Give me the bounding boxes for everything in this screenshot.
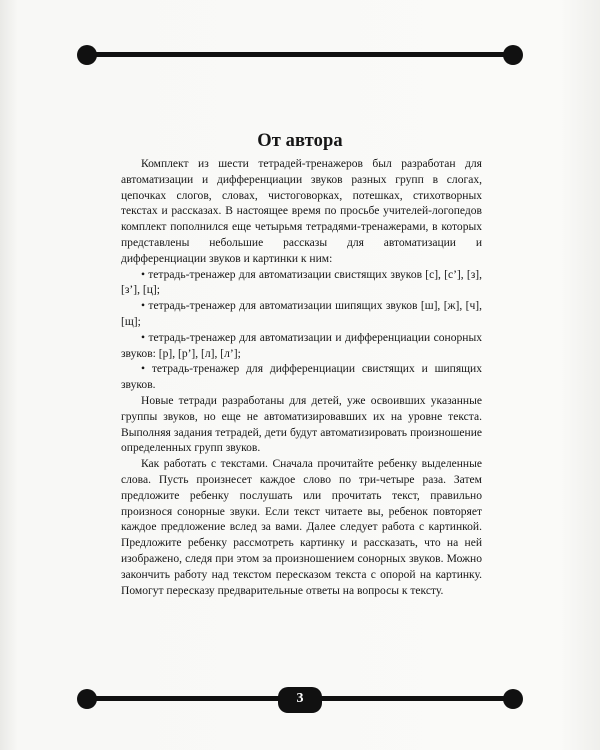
bottom-right-ornament-dot — [503, 689, 523, 709]
top-left-ornament-dot — [77, 45, 97, 65]
top-right-ornament-dot — [503, 45, 523, 65]
page-number: 3 — [296, 691, 304, 706]
list-item-differentiation: • тетрадь-тренажер для дифференциации свистящих и шипящих звуков. — [121, 363, 482, 392]
how-to-work-paragraph: Как работать с текстами. Сначала прочитайте ребенку выделенные слова. Пусть произнесет каждое слово по три-четыре раза. Затем предложите ребенку послушать или прочитать текст, правильно произнося сонорные звуки. Если текст читаете вы, ребенок повторяет каждое предложение вслед за вами. Далее следует работа с картинкой. Предложите ребенку рассмотреть картинку и рассказать, что на ней изображено, следя при этом за произношением сонорных звуков. Можно закончить работу над текстом пересказом текста с опорой на картинку. Помогут пересказу предварительные ответы на вопросы к тексту. — [121, 458, 482, 597]
top-decorative-rule — [84, 52, 517, 57]
list-item-whistling: • тетрадь-тренажер для автоматизации свистящих звуков [с], [с’], [з], [з’], [ц]; — [121, 268, 482, 297]
intro-paragraph: Комплект из шести тетрадей-тренажеров был разработан для автоматизации и дифференциации звуков разных групп в слогах, цепочках слогов, словах, чистоговорках, потешках, стихотворных текстах и рассказах. В настоящее время по просьбе учителей-логопедов комплект пополнился еще четырьмя тетрадями-тренажерами, в которых представлены небольшие рассказы для автоматизации и дифференциации звуков и картинки к ним: — [121, 158, 482, 265]
bottom-left-ornament-dot — [77, 689, 97, 709]
page-title: От автора — [257, 131, 343, 151]
body-text — [121, 157, 482, 599]
list-item-sonorant: • тетрадь-тренажер для автоматизации и дифференциации сонорных звуков: [р], [р’], [л], [л’]; — [121, 331, 482, 360]
new-workbooks-paragraph: Новые тетради разработаны для детей, уже освоивших указанные группы звуков, но еще не автоматизировавших их на уровне текста. Выполняя задания тетрадей, дети будут автоматизировать произношение определенных групп звуков. — [121, 394, 482, 455]
list-item-hissing: • тетрадь-тренажер для автоматизации шипящих звуков [ш], [ж], [ч], [щ]; — [121, 300, 482, 328]
